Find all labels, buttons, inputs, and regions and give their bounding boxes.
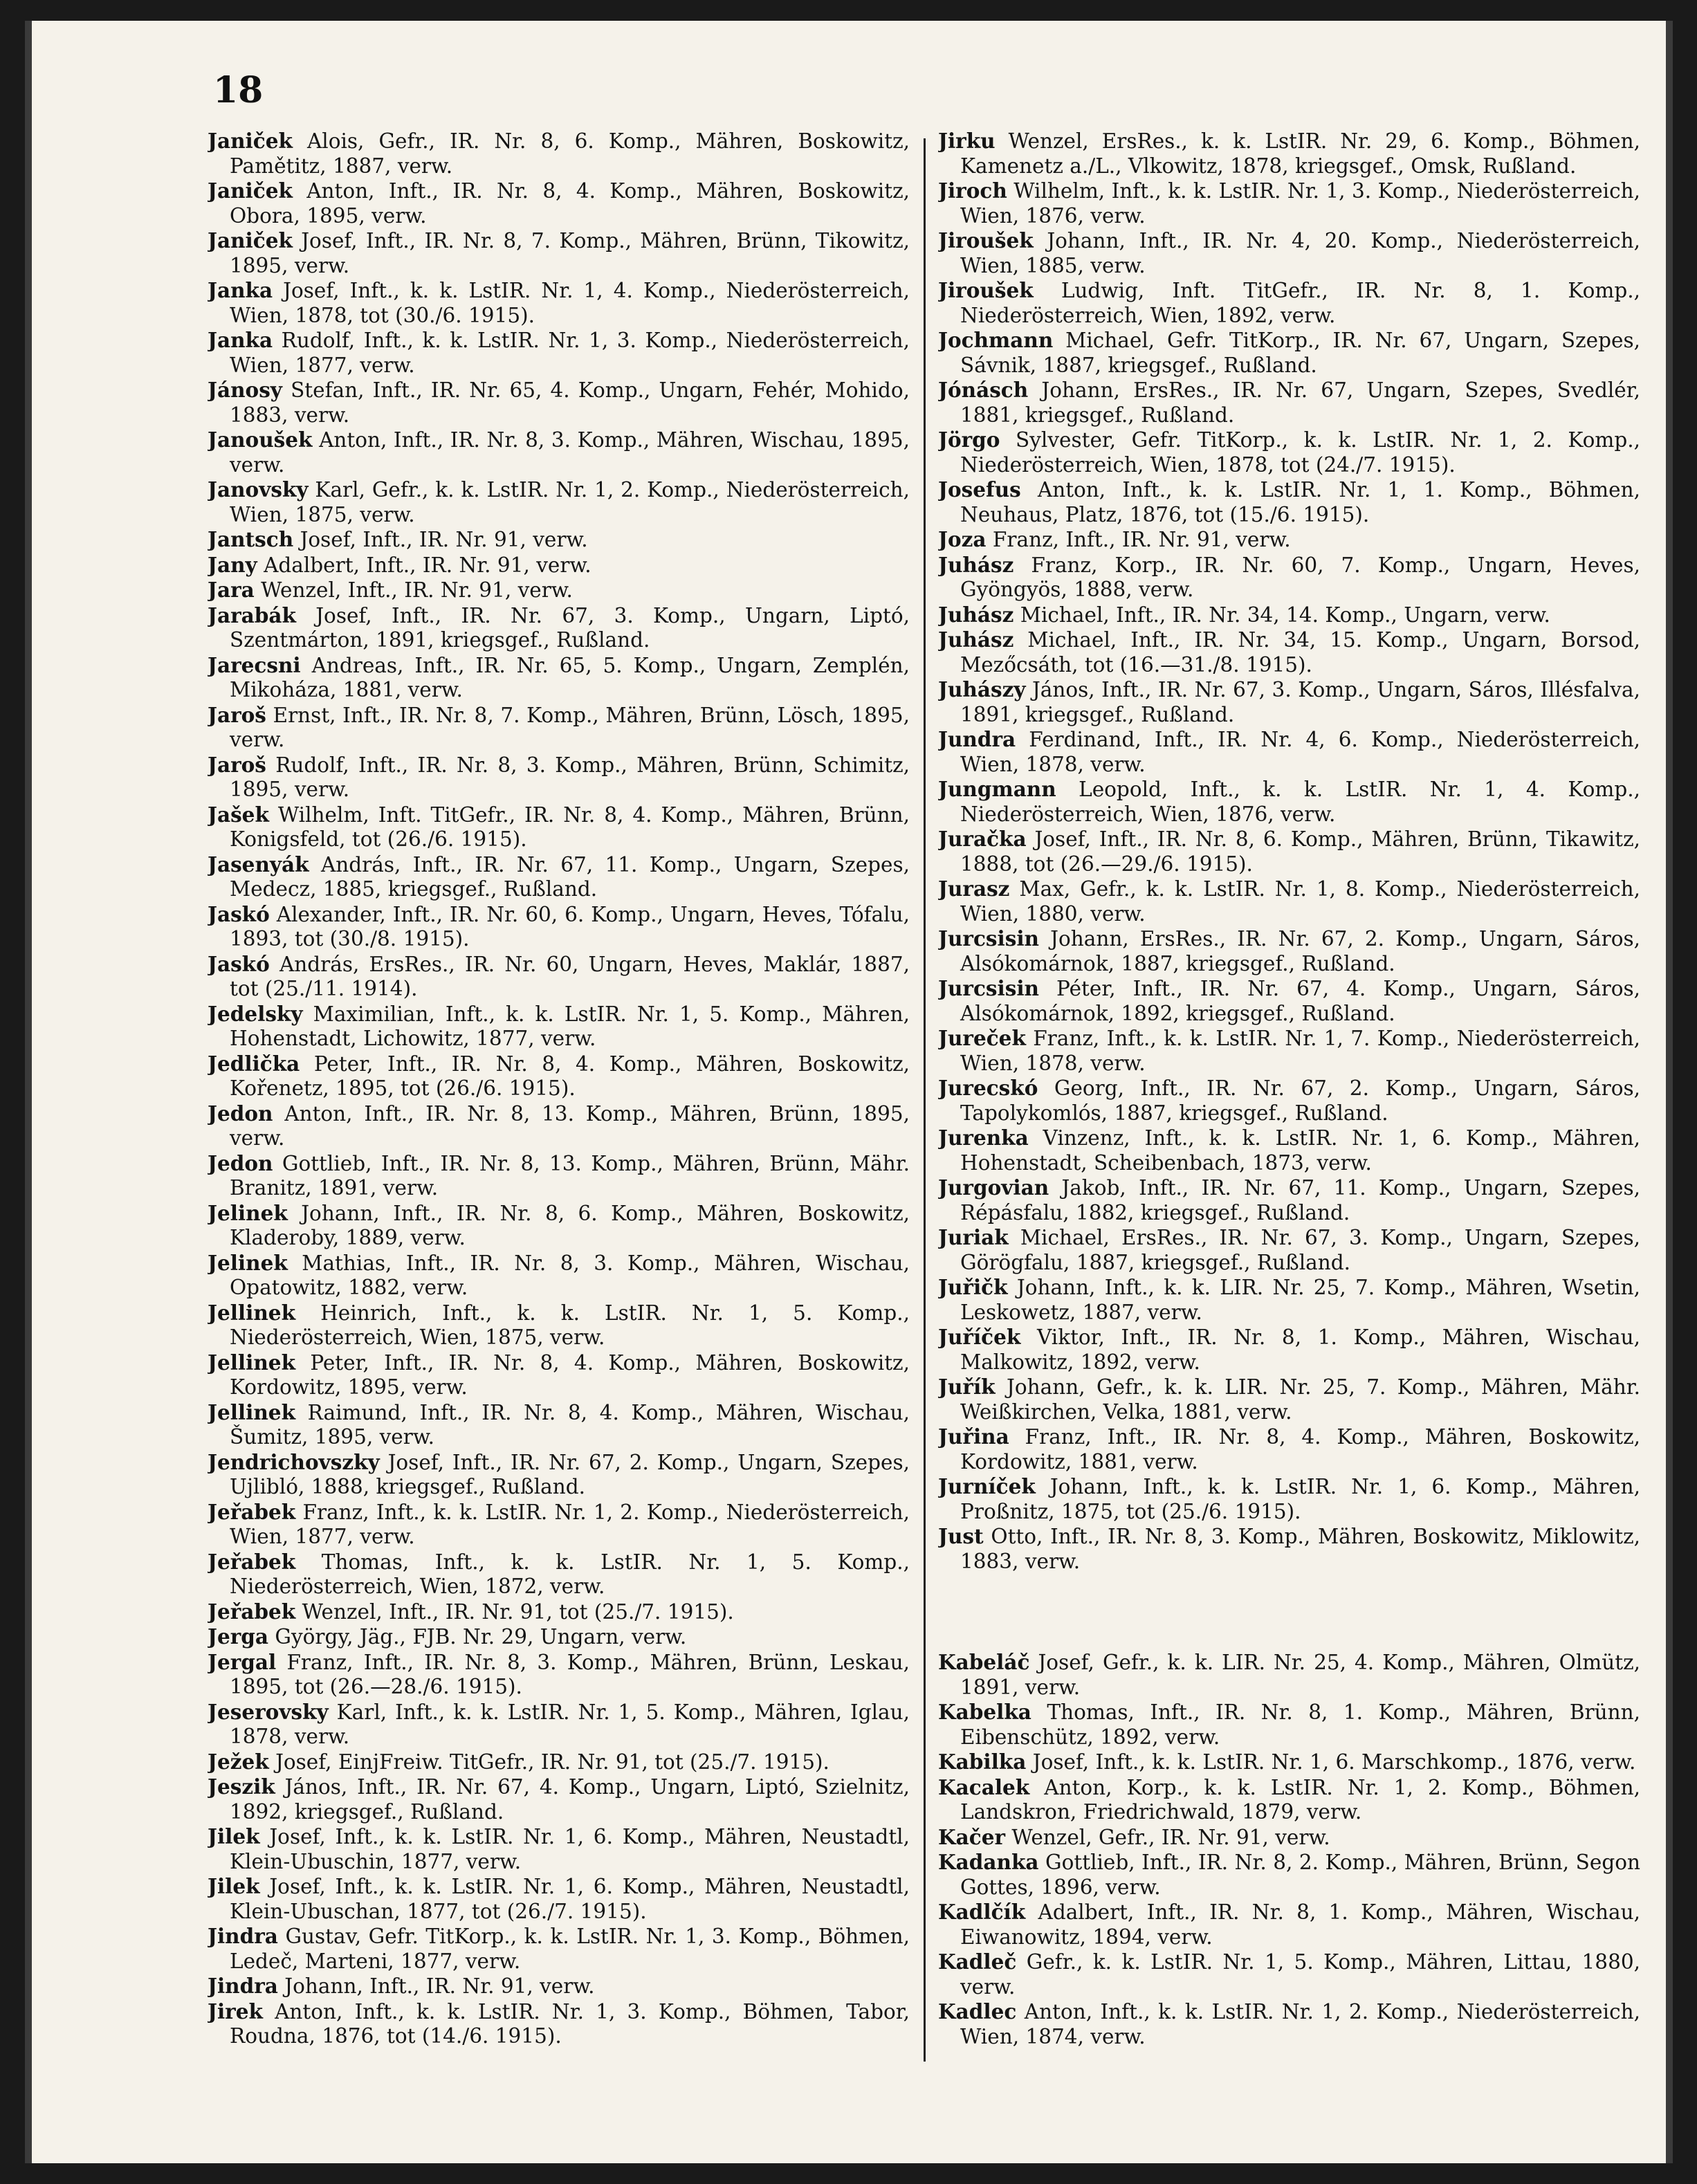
entry-details: Josef, Inft., k. k. LstIR. Nr. 1, 6. Komp., Mähren, Neustadtl, Klein-Ubuschin, 1877, verw. — [230, 1825, 910, 1873]
list-item — [938, 677, 1640, 727]
list-item — [938, 378, 1640, 428]
entry-details: Johann, ErsRes., IR. Nr. 67, Ungarn, Szepes, Svedlér, 1881, kriegsgef., Rußland. — [960, 378, 1640, 427]
list-item — [208, 1400, 910, 1450]
entry-details: Anton, Inft., IR. Nr. 8, 13. Komp., Mähren, Brünn, 1895, verw. — [230, 1101, 910, 1150]
list-item — [208, 1201, 910, 1251]
entry-surname: Kabelka — [938, 1700, 1031, 1724]
list-item — [208, 1052, 910, 1101]
list-item — [938, 1474, 1640, 1524]
list-item — [208, 378, 910, 428]
entry-surname: Jellinek — [208, 1400, 296, 1424]
entry-surname: Jedon — [208, 1150, 273, 1175]
list-item — [938, 1026, 1640, 1076]
entry-surname: Juhász — [938, 602, 1014, 627]
entry-details: Otto, Inft., IR. Nr. 8, 3. Komp., Mähren, Boskowitz, Miklowitz, 1883, verw. — [960, 1525, 1640, 1573]
entry-surname: Jirku — [938, 129, 996, 153]
entry-details: Anton, Inft., k. k. LstIR. Nr. 1, 3. Komp., Böhmen, Tabor, Roudna, 1876, tot (14./6. 1915). — [230, 1999, 910, 2048]
list-item — [208, 1624, 910, 1650]
list-item — [938, 877, 1640, 926]
list-item — [938, 1775, 1640, 1825]
entry-details: Josef, Inft., IR. Nr. 8, 6. Komp., Mähren, Brünn, Tikawitz, 1888, tot (26.—29./6. 1915). — [960, 827, 1640, 876]
entry-surname: Jedon — [208, 1101, 273, 1126]
entry-details: András, Inft., IR. Nr. 67, 11. Komp., Ungarn, Szepes, Medecz, 1885, kriegsgef., Rußland. — [230, 852, 910, 901]
list-item — [938, 827, 1640, 877]
entry-details: Franz, Inft., IR. Nr. 8, 3. Komp., Mähren, Brünn, Leskau, 1895, tot (26.—28./6. 1915). — [230, 1650, 910, 1698]
entry-details: Franz, Inft., k. k. LstIR. Nr. 1, 2. Komp., Niederösterreich, Wien, 1877, verw. — [230, 1500, 910, 1548]
entry-surname: Jungmann — [938, 777, 1056, 801]
entry-surname: Joza — [938, 527, 987, 551]
entry-surname: Jerga — [208, 1624, 269, 1649]
entry-details: Viktor, Inft., IR. Nr. 8, 1. Komp., Mähren, Wischau, Malkowitz, 1892, verw. — [960, 1325, 1640, 1374]
entry-details: Rudolf, Inft., IR. Nr. 8, 3. Komp., Mähren, Brünn, Schimitz, 1895, verw. — [230, 753, 910, 801]
entry-surname: Jaskó — [208, 901, 270, 926]
list-item — [938, 1825, 1640, 1851]
list-item — [208, 553, 910, 578]
entry-surname: Jánosy — [208, 378, 282, 402]
entry-surname: Jelinek — [208, 1250, 288, 1275]
entry-details: Josef, Inft., k. k. LstIR. Nr. 1, 6. Marschkomp., 1876, verw. — [1032, 1750, 1636, 1774]
list-item — [208, 1350, 910, 1400]
list-item — [208, 1101, 910, 1151]
entry-surname: Jaskó — [208, 951, 270, 976]
entry-details: Jakob, Inft., IR. Nr. 67, 11. Komp., Ungarn, Szepes, Répásfalu, 1882, kriegsgef., Rußland. — [960, 1176, 1640, 1224]
entry-surname: Jilek — [208, 1874, 260, 1898]
entry-surname: Jiroušek — [938, 278, 1034, 302]
entry-surname: Jurcsisin — [938, 976, 1039, 1000]
entry-details: Josef, Inft., IR. Nr. 91, verw. — [300, 528, 588, 551]
entry-surname: Jellinek — [208, 1350, 296, 1375]
list-item — [938, 1999, 1640, 2049]
entry-details: Wilhelm, Inft. TitGefr., IR. Nr. 8, 4. Komp., Mähren, Brünn, Konigsfeld, tot (26./6. 1915). — [230, 802, 910, 851]
list-item — [208, 1974, 910, 1999]
entry-surname: Kadlčík — [938, 1900, 1026, 1924]
entry-details: Stefan, Inft., IR. Nr. 65, 4. Komp., Ungarn, Fehér, Mohido, 1883, verw. — [230, 378, 910, 427]
entry-details: Franz, Inft., IR. Nr. 91, verw. — [992, 528, 1291, 551]
entry-surname: Jellinek — [208, 1300, 296, 1325]
entry-surname: Josefus — [938, 477, 1021, 502]
entry-surname: Jeřabek — [208, 1549, 296, 1574]
entry-surname: Jurcsisin — [938, 926, 1039, 951]
list-item — [938, 926, 1640, 976]
entry-details: Johann, Inft., IR. Nr. 4, 20. Komp., Niederösterreich, Wien, 1885, verw. — [960, 229, 1640, 277]
entry-details: Karl, Inft., k. k. LstIR. Nr. 1, 5. Komp., Mähren, Iglau, 1878, verw. — [230, 1700, 910, 1748]
list-item — [208, 1002, 910, 1052]
left-column — [208, 129, 910, 2121]
entry-surname: Jergal — [208, 1649, 277, 1674]
list-item — [938, 477, 1640, 527]
entry-surname: Jarecsni — [208, 652, 301, 677]
entry-surname: Jeřabek — [208, 1599, 296, 1624]
list-item — [208, 1301, 910, 1350]
entry-details: Johann, Inft., k. k. LstIR. Nr. 1, 6. Komp., Mähren, Proßnitz, 1875, tot (25./6. 1915). — [960, 1475, 1640, 1523]
entry-details: Rudolf, Inft., k. k. LstIR. Nr. 1, 3. Komp., Niederösterreich, Wien, 1877, verw. — [230, 329, 910, 377]
list-item — [938, 603, 1640, 628]
entry-details: Michael, Inft., IR. Nr. 34, 14. Komp., Ungarn, verw. — [1020, 603, 1550, 627]
entry-details: Max, Gefr., k. k. LstIR. Nr. 1, 8. Komp., Niederösterreich, Wien, 1880, verw. — [960, 877, 1640, 926]
entry-details: Thomas, Inft., IR. Nr. 8, 1. Komp., Mähren, Brünn, Eibenschütz, 1892, verw. — [960, 1700, 1640, 1749]
list-item — [938, 727, 1640, 777]
entry-details: Josef, Gefr., k. k. LIR. Nr. 25, 4. Komp., Mähren, Olmütz, 1891, verw. — [960, 1651, 1640, 1699]
entry-surname: Jeřabek — [208, 1499, 296, 1524]
entry-surname: Jantsch — [208, 527, 294, 551]
entry-details: Ludwig, Inft. TitGefr., IR. Nr. 8, 1. Komp., Niederösterreich, Wien, 1892, verw. — [960, 279, 1640, 327]
entry-details: Johann, Inft., IR. Nr. 8, 6. Komp., Mähren, Boskowitz, Kladeroby, 1889, verw. — [230, 1201, 910, 1249]
list-item — [208, 753, 910, 802]
list-item — [208, 1550, 910, 1599]
entry-details: Adalbert, Inft., IR. Nr. 91, verw. — [264, 553, 591, 577]
entry-surname: Kadlec — [938, 1999, 1017, 2024]
entry-surname: Janiček — [208, 129, 293, 153]
list-item — [208, 1700, 910, 1750]
entry-surname: Jindra — [208, 1974, 278, 1998]
entry-details: György, Jäg., FJB. Nr. 29, Ungarn, verw. — [275, 1625, 687, 1649]
entry-details: Anton, Inft., k. k. LstIR. Nr. 1, 2. Komp., Niederösterreich, Wien, 1874, verw. — [960, 2000, 1640, 2048]
column-divider — [924, 138, 926, 2062]
list-item — [208, 1999, 910, 2049]
entry-details: Franz, Inft., k. k. LstIR. Nr. 1, 7. Komp., Niederösterreich, Wien, 1878, verw. — [960, 1027, 1640, 1075]
entry-details: Wenzel, ErsRes., k. k. LstIR. Nr. 29, 6. Komp., Böhmen, Kamenetz a./L., Vlkowitz, 1878, kriegsgef., Omsk, Rußland. — [960, 129, 1640, 178]
list-item — [208, 703, 910, 753]
entry-surname: Janoušek — [208, 428, 313, 452]
entry-surname: Juhászy — [938, 677, 1026, 701]
right-column — [938, 129, 1640, 2121]
entry-details: Sylvester, Gefr. TitKorp., k. k. LstIR. Nr. 1, 2. Komp., Niederösterreich, Wien, 1878, tot (24./7. 1915). — [960, 428, 1640, 477]
entry-surname: Jörgo — [938, 428, 1000, 452]
list-item — [208, 477, 910, 527]
entry-surname: Kadleč — [938, 1949, 1017, 1974]
list-item — [208, 527, 910, 553]
entry-surname: Jureček — [938, 1026, 1026, 1050]
entry-details: Anton, Inft., IR. Nr. 8, 4. Komp., Mähren, Boskowitz, Obora, 1895, verw. — [230, 179, 910, 228]
entry-surname: Jaroš — [208, 752, 266, 777]
list-item — [208, 653, 910, 703]
entry-details: Johann, Inft., k. k. LIR. Nr. 25, 7. Komp., Mähren, Wsetin, Leskowetz, 1887, verw. — [960, 1276, 1640, 1324]
entry-details: Josef, Inft., k. k. LstIR. Nr. 1, 6. Komp., Mähren, Neustadtl, Klein-Ubuschan, 1877, tot (26./7. 1915). — [230, 1875, 910, 1923]
list-item — [208, 802, 910, 852]
entry-details: Johann, Gefr., k. k. LIR. Nr. 25, 7. Komp., Mähren, Mähr. Weißkirchen, Velka, 1881, verw. — [960, 1375, 1640, 1424]
entry-details: András, ErsRes., IR. Nr. 60, Ungarn, Heves, Maklár, 1887, tot (25./11. 1914). — [230, 952, 910, 1000]
list-item — [938, 1900, 1640, 1949]
entry-surname: Juřičk — [938, 1275, 1008, 1299]
list-item — [208, 1650, 910, 1700]
list-item — [208, 902, 910, 952]
entry-details: Josef, Inft., IR. Nr. 67, 2. Komp., Ungarn, Szepes, Ujlibló, 1888, kriegsgef., Rußland. — [230, 1450, 910, 1498]
entry-surname: Janka — [208, 328, 273, 352]
list-item — [208, 1924, 910, 1974]
list-item — [208, 178, 910, 228]
entry-surname: Juhász — [938, 627, 1014, 652]
list-item — [938, 976, 1640, 1026]
entry-surname: Kabeláč — [938, 1650, 1030, 1674]
list-item — [938, 1175, 1640, 1225]
list-item — [938, 1126, 1640, 1175]
list-item — [938, 178, 1640, 228]
entry-surname: Jirek — [208, 1999, 263, 2024]
list-item — [938, 777, 1640, 827]
list-item — [938, 1325, 1640, 1375]
list-item — [938, 1850, 1640, 1900]
entry-surname: Jany — [208, 552, 257, 577]
list-item — [208, 228, 910, 278]
entry-details: Gustav, Gefr. TitKorp., k. k. LstIR. Nr. 1, 3. Komp., Böhmen, Ledeč, Marteni, 1877, verw. — [230, 1925, 910, 1973]
list-item — [208, 129, 910, 178]
list-item — [938, 129, 1640, 178]
entry-surname: Jašek — [208, 802, 269, 827]
entry-surname: Kabilka — [938, 1750, 1027, 1774]
entry-surname: Ježek — [208, 1749, 269, 1774]
list-item — [938, 1076, 1640, 1126]
entry-details: Michael, Gefr. TitKorp., IR. Nr. 67, Ungarn, Szepes, Sávnik, 1887, kriegsgef., Rußland. — [960, 329, 1640, 377]
entry-details: Alois, Gefr., IR. Nr. 8, 6. Komp., Mähren, Boskowitz, Pamětitz, 1887, verw. — [230, 129, 910, 178]
list-item — [208, 278, 910, 328]
list-item — [208, 1251, 910, 1301]
entry-details: Josef, Inft., IR. Nr. 67, 3. Komp., Ungarn, Liptó, Szentmárton, 1891, kriegsgef., Rußland. — [230, 603, 910, 652]
entry-surname: Jurgovian — [938, 1175, 1049, 1200]
entry-details: János, Inft., IR. Nr. 67, 4. Komp., Ungarn, Liptó, Szielnitz, 1892, kriegsgef., Rußland. — [230, 1775, 910, 1824]
entry-details: Vinzenz, Inft., k. k. LstIR. Nr. 1, 6. Komp., Mähren, Hohenstadt, Scheibenbach, 1873, verw. — [960, 1126, 1640, 1175]
entry-details: Johann, Inft., IR. Nr. 91, verw. — [284, 1974, 595, 1998]
entry-details: Anton, Korp., k. k. LstIR. Nr. 1, 2. Komp., Böhmen, Landskron, Friedrichwald, 1879, verw. — [960, 1775, 1640, 1824]
list-item — [208, 1599, 910, 1625]
entry-surname: Kadanka — [938, 1850, 1039, 1874]
entry-surname: Kacalek — [938, 1774, 1030, 1799]
list-item — [938, 1700, 1640, 1750]
document-page — [25, 21, 1673, 2163]
entry-surname: Jara — [208, 578, 255, 602]
list-item — [938, 527, 1640, 553]
entry-surname: Juříček — [938, 1325, 1021, 1349]
page-number: 18 — [213, 69, 264, 111]
list-item — [208, 578, 910, 603]
entry-details: Peter, Inft., IR. Nr. 8, 4. Komp., Mähren, Boskowitz, Kordowitz, 1895, verw. — [230, 1350, 910, 1399]
entry-surname: Jónásch — [938, 378, 1029, 402]
entry-surname: Kačer — [938, 1824, 1006, 1849]
entry-surname: Jindra — [208, 1924, 278, 1948]
entry-details: Franz, Inft., IR. Nr. 8, 4. Komp., Mähren, Boskowitz, Kordowitz, 1881, verw. — [960, 1425, 1640, 1474]
entry-surname: Jundra — [938, 727, 1016, 751]
entry-details: Raimund, Inft., IR. Nr. 8, 4. Komp., Mähren, Wischau, Šumitz, 1895, verw. — [230, 1400, 910, 1449]
list-item — [938, 1275, 1640, 1325]
entry-details: Gefr., k. k. LstIR. Nr. 1, 5. Komp., Mähren, Littau, 1880, verw. — [960, 1950, 1640, 1999]
entry-details: Péter, Inft., IR. Nr. 67, 4. Komp., Ungarn, Sáros, Alsókomárnok, 1892, kriegsgef., Rußland. — [960, 977, 1640, 1025]
list-item — [938, 428, 1640, 477]
list-item — [938, 553, 1640, 603]
list-item — [938, 1949, 1640, 1999]
entry-surname: Janka — [208, 278, 273, 302]
list-item — [938, 328, 1640, 378]
list-item — [938, 1225, 1640, 1275]
entry-surname: Jarabák — [208, 603, 296, 627]
list-item — [938, 1650, 1640, 1700]
entry-details: Josef, EinjFreiw. TitGefr., IR. Nr. 91, tot (25./7. 1915). — [275, 1750, 829, 1774]
entry-surname: Jiroch — [938, 178, 1007, 203]
entry-surname: Just — [938, 1524, 984, 1548]
list-item — [208, 1450, 910, 1500]
list-item — [208, 1151, 910, 1201]
entry-details: Andreas, Inft., IR. Nr. 65, 5. Komp., Ungarn, Zemplén, Mikoháza, 1881, verw. — [230, 653, 910, 701]
entry-surname: Janiček — [208, 178, 293, 203]
entry-details: Leopold, Inft., k. k. LstIR. Nr. 1, 4. Komp., Niederösterreich, Wien, 1876, verw. — [960, 778, 1640, 826]
list-item — [208, 1874, 910, 1924]
list-item — [208, 1750, 910, 1775]
entry-details: Anton, Inft., IR. Nr. 8, 3. Komp., Mähren, Wischau, 1895, verw. — [230, 428, 910, 477]
section-gap — [938, 1574, 1640, 1650]
entry-details: Peter, Inft., IR. Nr. 8, 4. Komp., Mähren, Boskowitz, Kořenetz, 1895, tot (26./6. 1915). — [230, 1052, 910, 1100]
entry-surname: Juřík — [938, 1375, 996, 1399]
list-item — [208, 1824, 910, 1874]
entry-details: Wilhelm, Inft., k. k. LstIR. Nr. 1, 3. Komp., Niederösterreich, Wien, 1876, verw. — [960, 179, 1640, 228]
list-item — [938, 1424, 1640, 1474]
entry-details: Mathias, Inft., IR. Nr. 8, 3. Komp., Mähren, Wischau, Opatowitz, 1882, verw. — [230, 1251, 910, 1299]
entry-details: Michael, ErsRes., IR. Nr. 67, 3. Komp., Ungarn, Szepes, Görögfalu, 1887, kriegsgef., Rußland. — [960, 1226, 1640, 1274]
entry-surname: Jendrichovszky — [208, 1449, 380, 1474]
entry-surname: Juhász — [938, 552, 1014, 577]
entry-surname: Juřina — [938, 1424, 1009, 1449]
list-item — [938, 228, 1640, 278]
entry-surname: Jedlička — [208, 1051, 300, 1076]
entry-surname: Jasenyák — [208, 852, 309, 877]
entry-details: Anton, Inft., k. k. LstIR. Nr. 1, 1. Komp., Böhmen, Neuhaus, Platz, 1876, tot (15./6. 1915). — [960, 478, 1640, 526]
entry-details: Wenzel, Inft., IR. Nr. 91, tot (25./7. 1915). — [302, 1599, 734, 1624]
entry-surname: Jurenka — [938, 1126, 1029, 1150]
list-item — [208, 328, 910, 378]
entry-surname: Juračka — [938, 827, 1027, 851]
entry-surname: Jedelsky — [208, 1001, 303, 1026]
entry-details: Gottlieb, Inft., IR. Nr. 8, 2. Komp., Mähren, Brünn, Segon Gottes, 1896, verw. — [960, 1851, 1640, 1899]
entry-details: Wenzel, Inft., IR. Nr. 91, verw. — [261, 578, 573, 602]
list-item — [208, 428, 910, 477]
list-item — [208, 852, 910, 902]
entry-details: Josef, Inft., IR. Nr. 8, 7. Komp., Mähren, Brünn, Tikowitz, 1895, verw. — [230, 229, 910, 277]
list-item — [208, 952, 910, 1002]
list-item — [208, 1500, 910, 1550]
list-item — [938, 1750, 1640, 1775]
entry-surname: Jurníček — [938, 1474, 1036, 1498]
entry-surname: Jurasz — [938, 877, 1010, 901]
entry-details: Johann, ErsRes., IR. Nr. 67, 2. Komp., Ungarn, Sáros, Alsókomárnok, 1887, kriegsgef., Rußland. — [960, 927, 1640, 975]
entry-surname: Jeserovsky — [208, 1699, 329, 1724]
entry-surname: Janiček — [208, 228, 293, 253]
entry-details: Heinrich, Inft., k. k. LstIR. Nr. 1, 5. Komp., Niederösterreich, Wien, 1875, verw. — [230, 1301, 910, 1349]
entry-details: Wenzel, Gefr., IR. Nr. 91, verw. — [1011, 1825, 1330, 1849]
entry-details: Franz, Korp., IR. Nr. 60, 7. Komp., Ungarn, Heves, Gyöngyös, 1888, verw. — [960, 553, 1640, 601]
entry-details: János, Inft., IR. Nr. 67, 3. Komp., Ungarn, Sáros, Illésfalva, 1891, kriegsgef., Rußland. — [960, 678, 1640, 726]
entry-surname: Jiroušek — [938, 228, 1034, 253]
entry-details: Michael, Inft., IR. Nr. 34, 15. Komp., Ungarn, Borsod, Mezőcsáth, tot (16.—31./8. 1915). — [960, 628, 1640, 677]
entry-surname: Jeszik — [208, 1774, 275, 1799]
entry-details: Ferdinand, Inft., IR. Nr. 4, 6. Komp., Niederösterreich, Wien, 1878, verw. — [960, 728, 1640, 776]
entry-details: Adalbert, Inft., IR. Nr. 8, 1. Komp., Mähren, Wischau, Eiwanowitz, 1894, verw. — [960, 1900, 1640, 1949]
entry-details: Georg, Inft., IR. Nr. 67, 2. Komp., Ungarn, Sáros, Tapolykomlós, 1887, kriegsgef., Rußland. — [960, 1076, 1640, 1125]
entry-details: Maximilian, Inft., k. k. LstIR. Nr. 1, 5. Komp., Mähren, Hohenstadt, Lichowitz, 1877, verw. — [230, 1002, 910, 1050]
entry-details: Thomas, Inft., k. k. LstIR. Nr. 1, 5. Komp., Niederösterreich, Wien, 1872, verw. — [230, 1550, 910, 1598]
entry-surname: Jochmann — [938, 328, 1054, 352]
list-item — [938, 1524, 1640, 1574]
entry-surname: Janovsky — [208, 477, 309, 502]
entry-surname: Juriak — [938, 1225, 1009, 1249]
entry-surname: Jaroš — [208, 702, 266, 727]
list-item — [208, 603, 910, 653]
list-item — [938, 1375, 1640, 1424]
entry-details: Josef, Inft., k. k. LstIR. Nr. 1, 4. Komp., Niederösterreich, Wien, 1878, tot (30./6. 1915). — [230, 279, 910, 327]
entry-details: Karl, Gefr., k. k. LstIR. Nr. 1, 2. Komp., Niederösterreich, Wien, 1875, verw. — [230, 478, 910, 526]
list-item — [938, 278, 1640, 328]
entry-surname: Jilek — [208, 1824, 260, 1848]
list-item — [208, 1774, 910, 1824]
entry-details: Alexander, Inft., IR. Nr. 60, 6. Komp., Ungarn, Heves, Tófalu, 1893, tot (30./8. 1915). — [230, 902, 910, 951]
entry-surname: Jelinek — [208, 1200, 288, 1225]
entry-details: Gottlieb, Inft., IR. Nr. 8, 13. Komp., Mähren, Brünn, Mähr. Branitz, 1891, verw. — [230, 1151, 910, 1200]
entry-surname: Jurecskó — [938, 1076, 1038, 1100]
entry-details: Ernst, Inft., IR. Nr. 8, 7. Komp., Mähren, Brünn, Lösch, 1895, verw. — [230, 703, 910, 751]
list-item — [938, 627, 1640, 677]
